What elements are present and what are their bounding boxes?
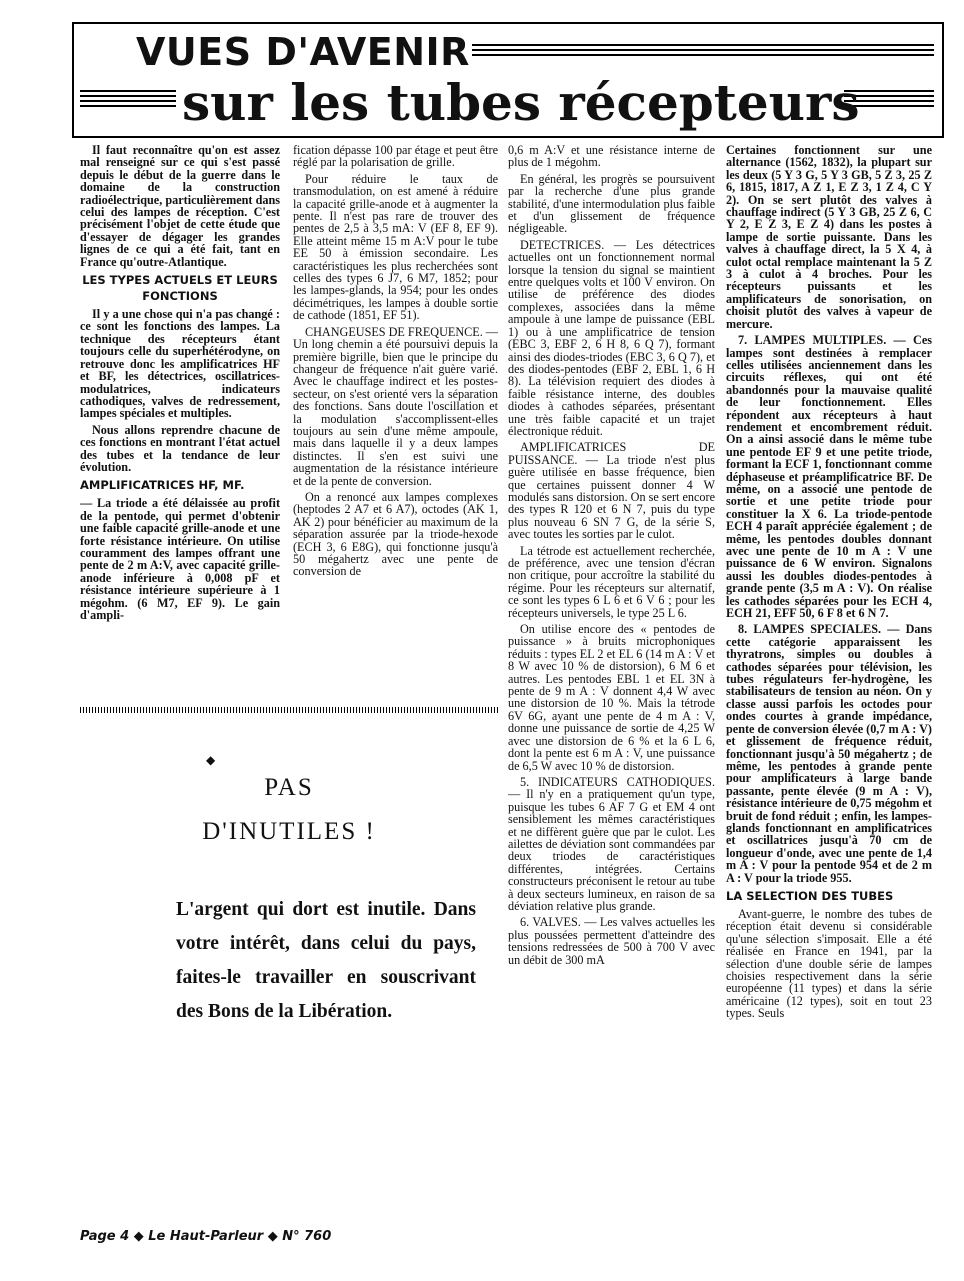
- horizontal-rule: [80, 707, 498, 713]
- page-footer: Page 4 ◆ Le Haut-Parleur ◆ N° 760: [80, 1229, 332, 1244]
- paragraph: 8. LAMPES SPECIALES. — Dans cette catégorie apparaissent les thyratrons, simples ou doubles à cathodes séparées pour télévision, les tubes régulateurs fer-hydrogène, les stabilisateurs de tension au néon. On y classe aussi parfois les octodes pour ondes courtes à grande impédance, pente de conversion élevée (0,7 m A : V) et glissement de fréquence réduit, fonctionnant jusqu'à 50 mégahertz ; de même, les pentodes à grande pente pour amplificateurs à large bande passante, pente élevée (9 m A : V), résistance intérieure de 0,75 mégohm et bruit de fond réduit ; enfin, les lampes-glands fonctionnant en amplificatrices et oscillatrices jusqu'à 70 cm de longueur d'onde, avec une pente de 1,4 m A : V pour la pentode 954 et de 2 m A : V pour la triode 955.: [726, 622, 932, 885]
- subheading-types: LES TYPES ACTUELS ET LEURS FONCTIONS: [82, 273, 278, 304]
- paragraph: Pour réduire le taux de transmodulation, on est amené à réduire la capacité grille-anode et à augmenter la pente. Il n'est pas rare de trouver des pentes de 2,5 à 3,5 mA: V (EF 8, EF 9). Elle atteint même 15 m A:V pour le tube EE 50 à émission secondaire. Les caractéristiques les plus recherchées sont celles des types 6 J7, 6 M7, 1852; pour les lampes-glands, la 954; pour les ondes décimétriques, les lampes à double sortie de cathode (1851, EF 51).: [293, 171, 498, 323]
- column-2: [293, 144, 498, 704]
- title-line-2: sur les tubes récepteurs: [182, 73, 860, 132]
- paragraph: La tétrode est actuellement recherchée, de préférence, avec une tension d'écran non critique, pour accroître la stabilité du régime. Pour les récepteurs sur alternatif, ce sont les types 6 L 6 et 6 V 6 ; pour les récepteurs universels, le type 25 L 6.: [508, 543, 715, 620]
- advertisement-box: [80, 718, 498, 1188]
- paragraph: AMPLIFICATRICES DE PUISSANCE. — La triode n'est plus guère utilisée en basse fréquence, bien que certaines puissent donner 4 W modulés sans distorsion. On se sert encore des types R 120 et 6 N 7, puis du type plus nouveau 6 SN 7 G, de la série S, avec toutes les sorties par le culot.: [508, 440, 715, 542]
- ad-title-line-1: PAS: [264, 774, 314, 801]
- header-hatch-rule: [472, 44, 934, 58]
- column-4: [726, 144, 932, 1224]
- paragraph: En général, les progrès se poursuivent par la recherche d'une plus grande stabilité, d'une intermodulation plus faible et d'un glissement de fréquence négligeable.: [508, 171, 715, 236]
- column-3: [508, 144, 715, 1224]
- paragraph: Il y a une chose qui n'a pas changé : ce sont les fonctions des lampes. La technique des récepteurs étant toujours celle du superhétérodyne, on retrouve donc les amplificatrices HF et BF, les détectrices, oscillatrices-modulatrices, indicateurs cathodiques, valves de redressement, lampes spéciales et multiples.: [80, 307, 280, 421]
- ad-title-line-2: D'INUTILES !: [202, 818, 376, 845]
- paragraph: fication dépasse 100 par étage et peut être réglé par la polarisation de grille.: [293, 144, 498, 170]
- subheading-amplificatrices: AMPLIFICATRICES HF, MF.: [80, 478, 245, 493]
- ad-body-text: L'argent qui dort est inutile. Dans votre intérêt, dans celui du pays, faites-le travailler en souscrivant des Bons de la Libération.: [176, 899, 476, 1022]
- paragraph: On a renoncé aux lampes complexes (heptodes 2 A7 et 6 A7), octodes (AK 1, AK 2) pour bénéficier au maximum de la séparation assurée par la triode-hexode (ECH 3, 6 E8G), qui fonctionne jusqu'à 50 mégahertz avec une pente de conversion de: [293, 489, 498, 579]
- paragraph: On utilise encore des « pentodes de puissance » à bruits microphoniques réduits : types EL 2 et EL 6 (14 m A : V et 8 W avec 10 % de distorsion), 6 M 6 et autres. Les pentodes EBL 1 et EL 3N à pente de 9 m A : V donnent 4,4 W avec une distorsion de 10 %. Mais la tétrode 6V 6G, ayant une pente de 4 m A : V, donne une puissance de sortie de 4,25 W avec une distorsion de 6 % et la 6 L 6, dont la pente est 6 m A : V, une puissance de 6,5 W avec 10 % de distorsion.: [508, 622, 715, 773]
- paragraph: 7. LAMPES MULTIPLES. — Ces lampes sont destinées à remplacer celles utilisées anciennement dans les circuits réflexes, qui ont été abandonnés pour la mauvaise qualité de leur fonctionnement. Elles répondent aux récepteurs à haut rendement et encombrement réduit. On a ainsi associé dans le même tube une pentode EF 9 et une petite triode, formant la ECF 1, fonctionnant comme déphaseuse et préamplificatrice BF. De même, on a associé une pentode de sortie et une petite triode pour constituer la X 6. La triode-pentode ECH 4 paraît appréciée également ; de même, les pentodes doubles donnant avec une pente de 10 m A : V une puissance de 6 W environ. Signalons aussi les doubles diodes-pentodes à grande pente (3,5 m A : V). On réalise les cathodes séparées pour les ECH 4, ECH 21, EFF 50, 6 F 8 et 6 N 7.: [726, 333, 932, 621]
- subheading-selection: LA SELECTION DES TUBES: [726, 888, 894, 903]
- paragraph: 5. INDICATEURS CATHODIQUES. — Il n'y en a pratiquement qu'un type, puisque les tubes 6 AF 7 G et EM 4 ont sensiblement les mêmes caractéristiques et ne diffèrent guère que par le culot. Les ailettes de déviation sont commandées par deux triodes de caractéristiques différentes, intégrées. Certains constructeurs préconisent le retour au tube à deux secteurs lumineux, en raison de sa déviation relative plus grande.: [508, 774, 715, 913]
- title-line-1: VUES D'AVENIR: [136, 30, 470, 74]
- intro-paragraph: Il faut reconnaître qu'on est assez mal renseigné sur ce qui s'est passé depuis le début de la guerre dans le domaine de la construction radioélectrique, particulièrement dans celui des lampes de réception. C'est précisément l'objet de cette étude que d'essayer de dégager les grandes lignes de ce qui a été fait, tant en France qu'outre-Atlantique.: [80, 144, 280, 269]
- header-hatch-rule: [80, 90, 176, 108]
- paragraph: Certaines fonctionnent sur une alternance (1562, 1832), la plupart sur les deux (5 Y 3 G, 5 Y 3 GB, 5 Z 3, 25 Z 6, 1815, 1817, A Z 1, E Z 3, 1 Z 4, C Y 2). On se sert plutôt des valves à chauffage indirect (5 Y 3 GB, 25 Z 6, C Y 2, E Z 3, E Z 4) dans les postes à lampe de sortie puissante. Dans les valves à chauffage direct, la 5 X 4, à culot octal remplace maintenant la 5 Z 3 à culot à 4 broches. Pour les récepteurs puissants et les amplificateurs de sonorisation, on choisit plutôt des valves à vapeur de mercure.: [726, 144, 932, 331]
- column-1: [80, 144, 280, 704]
- paragraph: 6. VALVES. — Les valves actuelles les plus poussées permettent d'atteindre des tensions redressées de 500 à 700 V avec un débit de 300 mA: [508, 915, 715, 967]
- paragraph: CHANGEUSES DE FREQUENCE. — Un long chemin a été poursuivi depuis la première bigrille, bien que le principe du changeur de fréquence n'ait guère varié. Avec le chauffage indirect et les postes-secteur, on s'est orienté vers la séparation des fonctions. Sans doute l'oscillation et la modulation s'accomplissent-elles toujours au sein d'une même ampoule, mais dans laquelle il y a deux lampes distinctes. Il s'en est suivi une augmentation de la résistance intérieure et de la pente de conversion.: [293, 324, 498, 488]
- article-header: [72, 22, 944, 138]
- paragraph: 0,6 m A:V et une résistance interne de plus de 1 mégohm.: [508, 144, 715, 170]
- paragraph: DETECTRICES. — Les détectrices actuelles ont un fonctionnement normal lorsque la tension du signal se maintient entre quelques volts et 100 V environ. On utilise de préférence des diodes complexes, associées dans la même ampoule à une lampe de puissance (EBL 1) ou à une amplificatrice de tension (EBC 3, EBF 2, 6 H 8, 6 Q 7), formant ainsi des diodes-triodes (EBC 3, 6 Q 7), et des diodes-pentodes (EBF 2, EBL 1, 6 H 8). La télévision requiert des diodes à faible résistance interne, des doubles diodes à cathodes séparées, présentant une très faible capacité et un trajet électronique réduit.: [508, 237, 715, 438]
- arrow-icon: ◆: [206, 753, 216, 767]
- paragraph: Avant-guerre, le nombre des tubes de réception était devenu si considérable qu'une sélection s'imposait. Elle a été réalisée en France en 1941, par la sélection d'une double série de lampes choisies respectivement dans la série européenne (11 types) et dans la série américaine (12 types), soit en tout 23 types. Seuls: [726, 906, 932, 1021]
- paragraph: Nous allons reprendre chacune de ces fonctions en montrant l'état actuel des tubes et la tendance de leur évolution.: [80, 422, 280, 474]
- paragraph: — La triode a été délaissée au profit de la pentode, qui permet d'obtenir une faible capacité grille-anode et une forte résistance intérieure. On utilise couramment des lampes offrant une pente de 2 m A:V, avec capacité grille-anode inférieure à 0,008 pF et résistance intérieure supérieure à 1 mégohm. (6 M7, EF 9). Le gain d'ampli-: [80, 496, 280, 622]
